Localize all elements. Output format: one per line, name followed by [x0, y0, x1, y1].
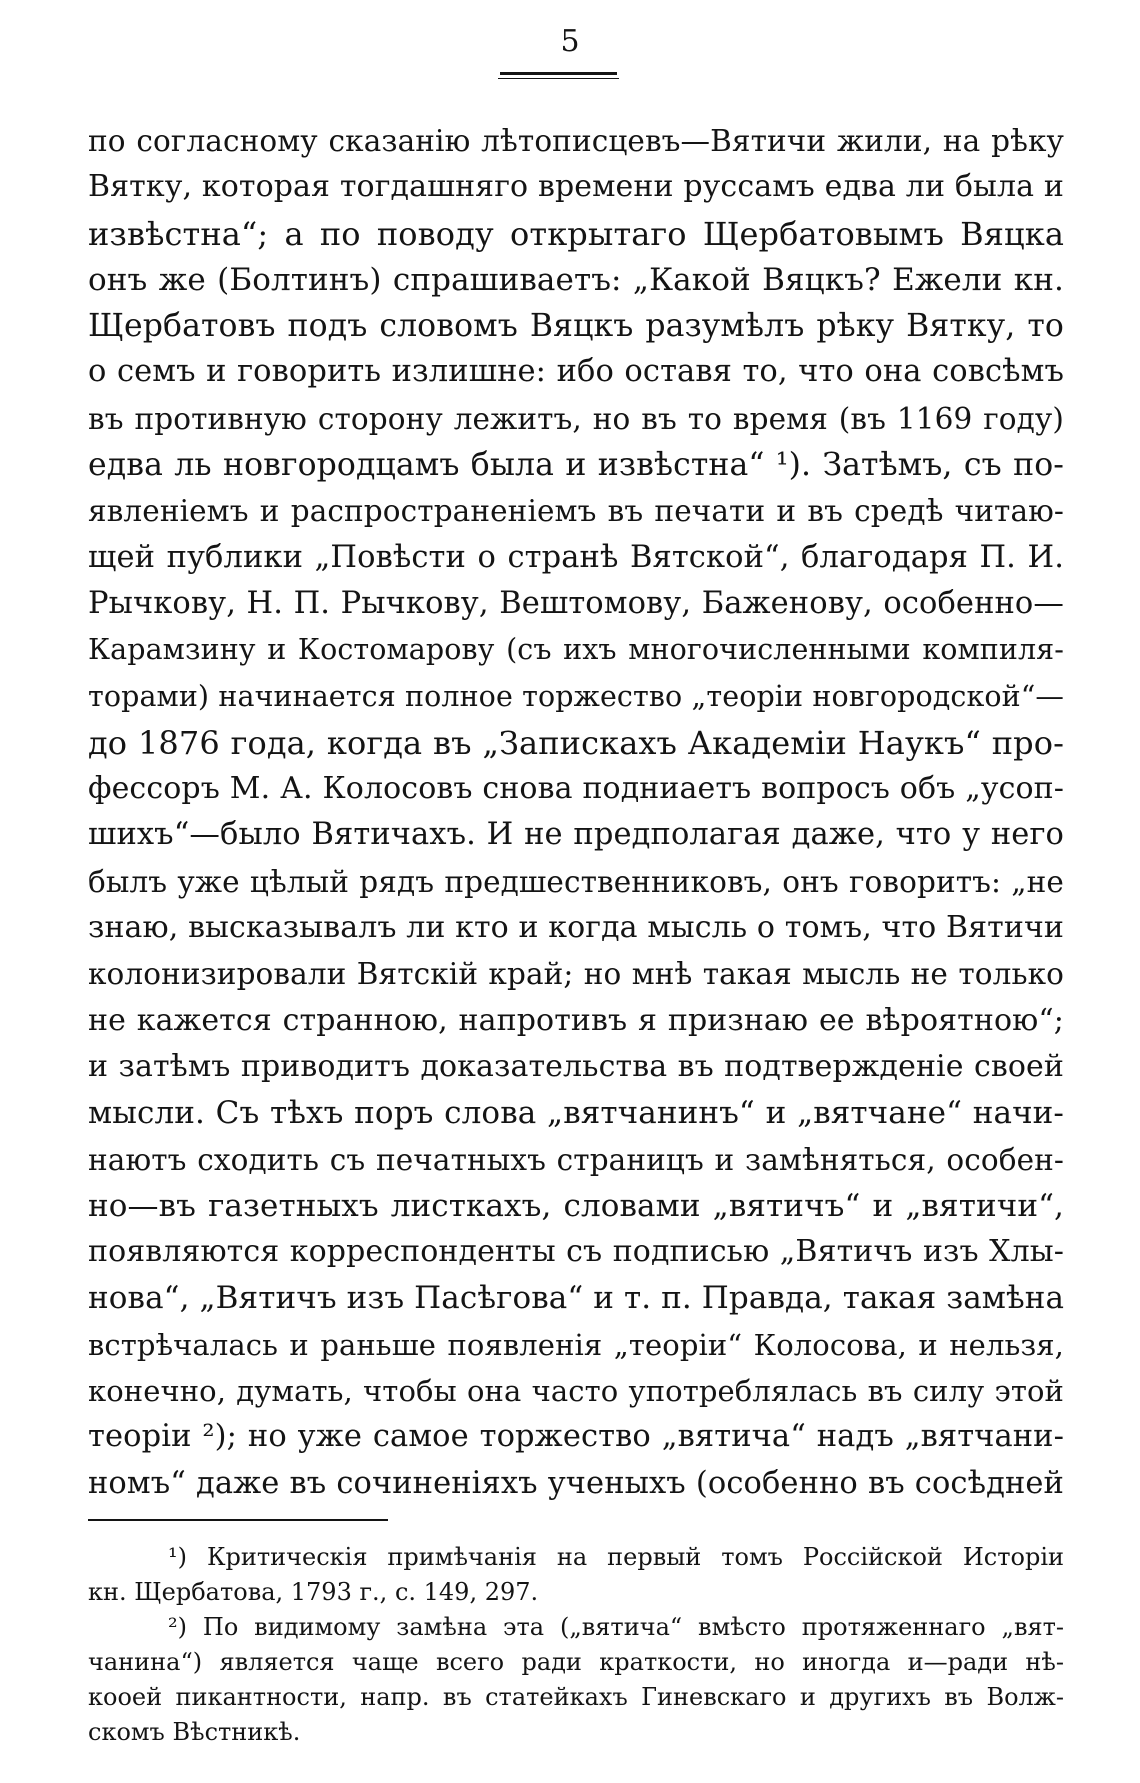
text-line: торами) начинается полное торжество „теоріи новгородской“— — [88, 679, 1064, 713]
text-line: едва ль новгородцамъ была и извѣстна“ ¹). Затѣмъ, съ по- — [88, 447, 1064, 484]
main-text — [88, 118, 1064, 1507]
text-line: не кажется странною, напротивъ я признаю ее вѣроятною“; — [88, 1002, 1064, 1038]
text-line: и затѣмъ приводитъ доказательства въ подтвержденіе своей — [88, 1048, 1064, 1084]
text-line: номъ“ даже въ сочиненіяхъ ученыхъ (особенно въ сосѣдней — [88, 1465, 1064, 1501]
text-line: мысли. Съ тѣхъ поръ слова „вятчанинъ“ и „вятчане“ начи- — [88, 1095, 1064, 1132]
text-line: въ противную сторону лежитъ, но въ то время (въ 1169 году) — [88, 401, 1064, 436]
footnote-line: ¹) Критическія примѣчанія на первый томъ Россійской Исторіи — [168, 1543, 1064, 1571]
text-line: встрѣчалась и раньше появленія „теоріи“ Колосова, и нельзя, — [88, 1327, 1064, 1362]
text-line: былъ уже цѣлый рядъ предшественниковъ, онъ говоритъ: „не — [88, 864, 1064, 899]
text-line: Щербатовъ подъ словомъ Вяцкъ разумѣлъ рѣку Вятку, то — [88, 308, 1064, 345]
text-line: шихъ“—было Вятичахъ. И не предполагая даже, что у него — [88, 817, 1064, 853]
footnote-line: кооей пикантности, напр. въ статейкахъ Гиневскаго и другихъ въ Волж- — [88, 1683, 1064, 1711]
text-line: Рычкову, Н. П. Рычкову, Вештомову, Баженову, особенно— — [88, 585, 1064, 621]
text-line: о семъ и говорить излишне: ибо оставя то, что она совсѣмъ — [88, 354, 1064, 390]
text-line: Вятку, которая тогдашняго времени руссамъ едва ли была и — [88, 169, 1064, 205]
footnotes — [88, 1540, 1064, 1750]
footnote-line: кн. Щербатова, 1793 г., с. 149, 297. — [88, 1578, 539, 1606]
text-line: наютъ сходить съ печатныхъ страницъ и замѣняться, особен- — [88, 1142, 1064, 1177]
header-rule-thin — [498, 78, 619, 79]
footnote-line: чанина“) является чаще всего ради краткости, но иногда и—ради нѣ- — [88, 1648, 1064, 1676]
text-line: Карамзину и Костомарову (съ ихъ многочисленными компиля- — [88, 633, 1064, 667]
footnote-line: скомъ Вѣстникѣ. — [88, 1718, 301, 1746]
text-line: явленіемъ и распространеніемъ въ печати и въ средѣ читаю- — [88, 494, 1064, 529]
text-line: появляются корреспонденты съ подписью „Вятичъ изъ Хлы- — [88, 1234, 1064, 1270]
text-line: теоріи ²); но уже самое торжество „вятича“ надъ „вятчани- — [88, 1419, 1064, 1455]
text-line: онъ же (Болтинъ) спрашиваетъ: „Какой Вяцкъ? Ежели кн. — [88, 261, 1064, 298]
text-line: по согласному сказанію лѣтописцевъ—Вятичи жили, на рѣку — [88, 124, 1064, 158]
header-rule — [500, 72, 617, 75]
text-line: извѣстна“; а по поводу открытаго Щербатовымъ Вяцка — [88, 214, 1064, 253]
footnote-separator — [88, 1519, 388, 1521]
text-line: колонизировали Вятскій край; но мнѣ такая мысль не только — [88, 957, 1064, 992]
text-line: нова“, „Вятичъ изъ Пасѣгова“ и т. п. Правда, такая замѣна — [88, 1280, 1065, 1317]
footnote-line: ²) По видимому замѣна эта („вятича“ вмѣсто протяженнаго „вят- — [168, 1613, 1064, 1641]
text-line: фессоръ М. А. Колосовъ снова подниаетъ вопросъ объ „усоп- — [88, 771, 1064, 807]
text-line: щей публики „Повѣсти о странѣ Вятской“, благодаря П. И. — [88, 539, 1064, 575]
page-number: 5 — [560, 24, 580, 59]
text-line: конечно, думать, чтобы она часто употреблялась въ силу этой — [88, 1374, 1064, 1409]
text-line: знаю, высказывалъ ли кто и когда мысль о томъ, что Вятичи — [88, 910, 1064, 946]
text-line: но—въ газетныхъ листкахъ, словами „вятичъ“ и „вятичи“, — [88, 1187, 1064, 1224]
text-line: до 1876 года, когда въ „Запискахъ Академіи Наукъ“ про- — [88, 723, 1064, 762]
